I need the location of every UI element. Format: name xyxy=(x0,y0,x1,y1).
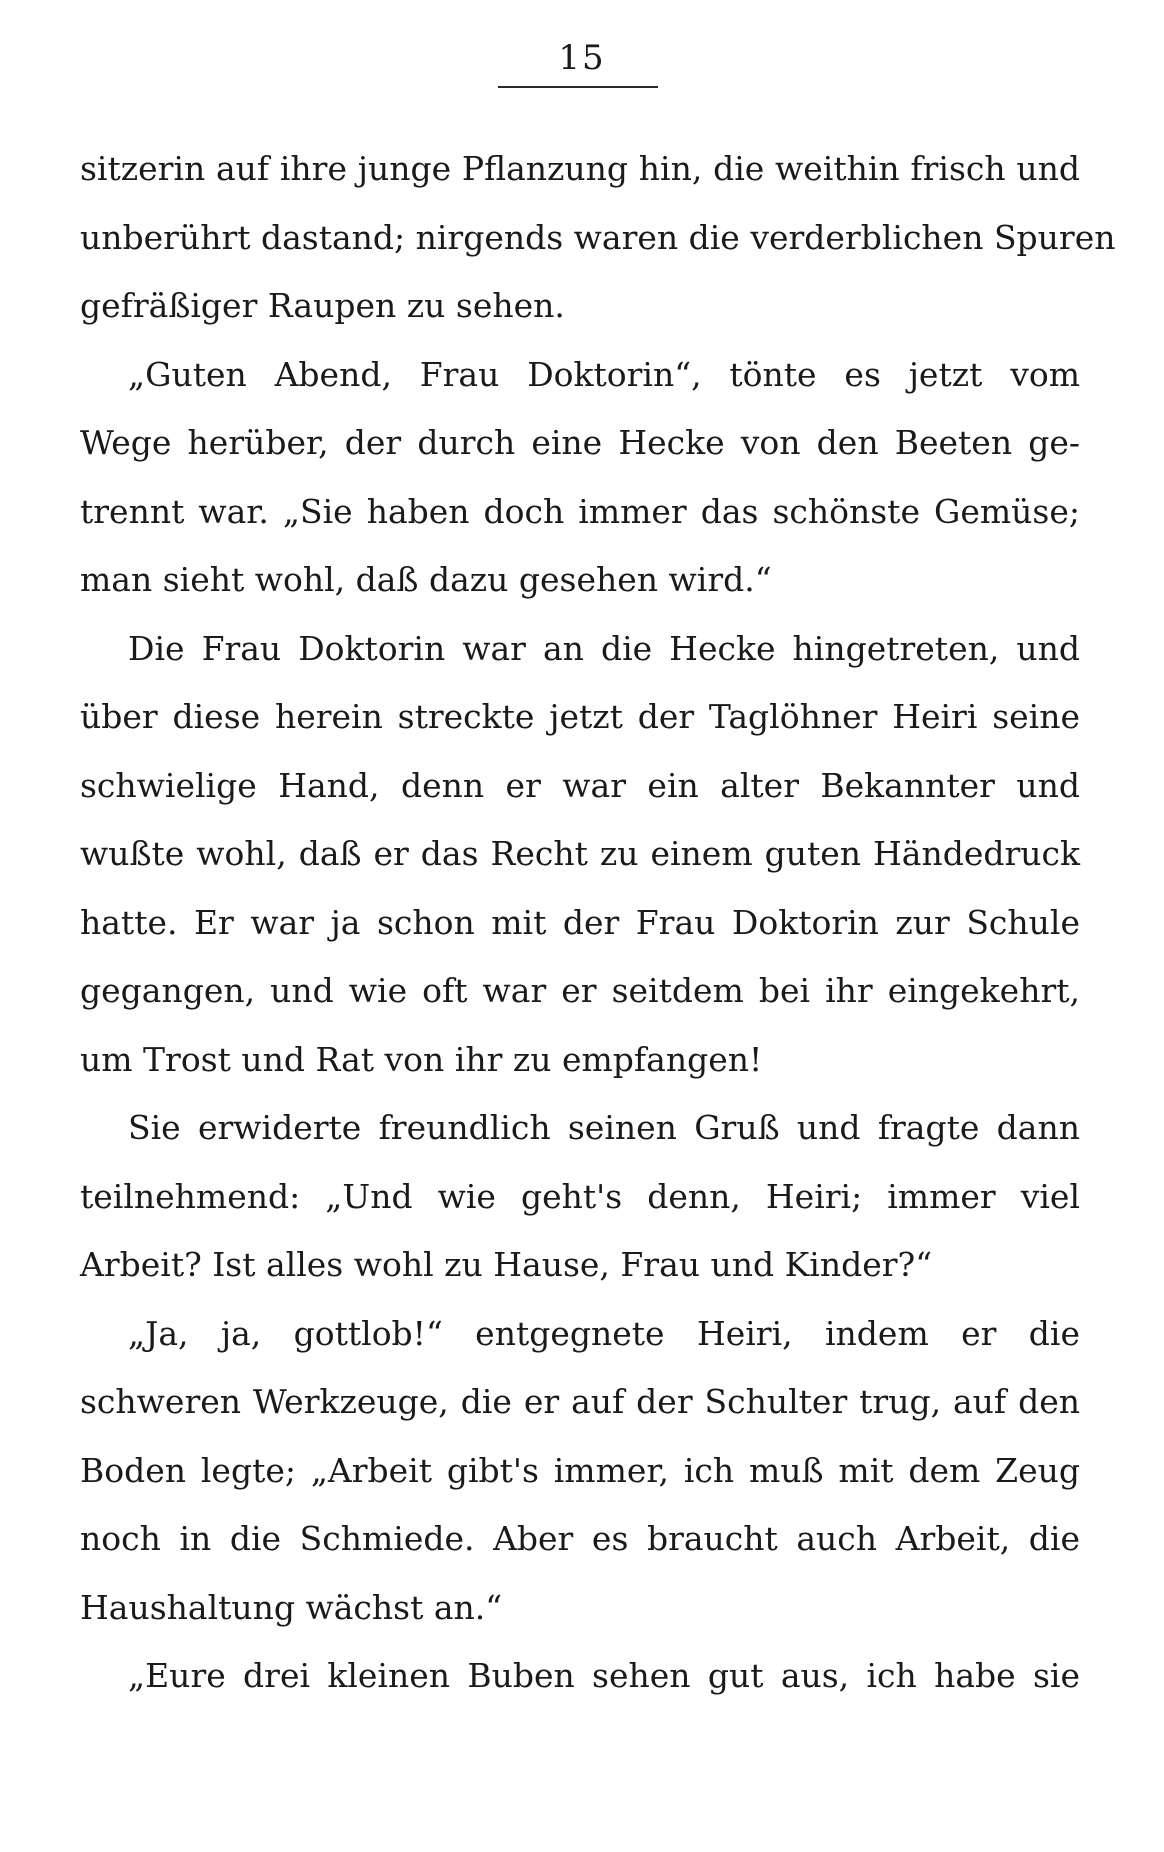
text-line: über diese herein streckte jetzt der Taglöhner Heiri seine xyxy=(80,697,1080,736)
text-line: „Ja, ja, gottlob!“ entgegnete Heiri, indem er die xyxy=(128,1313,1080,1353)
text-line: Sie erwiderte freundlich seinen Gruß und fragte dann xyxy=(128,1108,1080,1147)
text-line: schweren Werkzeuge, die er auf der Schulter trug, auf den xyxy=(80,1382,1080,1421)
page-number: 15 xyxy=(558,38,606,78)
text-line: trennt war. „Sie haben doch immer das schönste Gemüse; xyxy=(80,491,1080,531)
text-line: um Trost und Rat von ihr zu empfangen! xyxy=(80,1039,763,1079)
body-text xyxy=(80,135,1116,1711)
text-line: gegangen, und wie oft war er seitdem bei ihr eingekehrt, xyxy=(80,971,1080,1010)
text-line: Boden legte; „Arbeit gibt's immer, ich muß mit dem Zeug xyxy=(80,1450,1080,1490)
text-line: Wege herüber, der durch eine Hecke von den Beeten ge- xyxy=(80,423,1080,462)
text-line: wußte wohl, daß er das Recht zu einem guten Händedruck xyxy=(80,834,1080,873)
text-line: „Eure drei kleinen Buben sehen gut aus, ich habe sie xyxy=(128,1656,1080,1695)
text-line: „Guten Abend, Frau Doktorin“, tönte es jetzt vom xyxy=(128,354,1080,394)
text-line: gefräßiger Raupen zu sehen. xyxy=(80,286,565,325)
text-line: noch in die Schmiede. Aber es braucht auch Arbeit, die xyxy=(80,1519,1080,1558)
text-line: hatte. Er war ja schon mit der Frau Doktorin zur Schule xyxy=(80,902,1080,942)
text-line: schwielige Hand, denn er war ein alter Bekannter und xyxy=(80,765,1080,805)
text-line: teilnehmend: „Und wie geht's denn, Heiri; immer viel xyxy=(80,1176,1080,1216)
text-line: unberührt dastand; nirgends waren die verderblichen Spuren xyxy=(80,217,1116,257)
text-line: Die Frau Doktorin war an die Hecke hingetreten, und xyxy=(128,628,1080,668)
text-line: Arbeit? Ist alles wohl zu Hause, Frau und Kinder?“ xyxy=(80,1245,933,1284)
text-line: sitzerin auf ihre junge Pflanzung hin, die weithin frisch und xyxy=(80,149,1080,188)
page-number-rule xyxy=(498,86,658,88)
text-line: Haushaltung wächst an.“ xyxy=(80,1587,503,1627)
text-line: man sieht wohl, daß dazu gesehen wird.“ xyxy=(80,560,772,599)
